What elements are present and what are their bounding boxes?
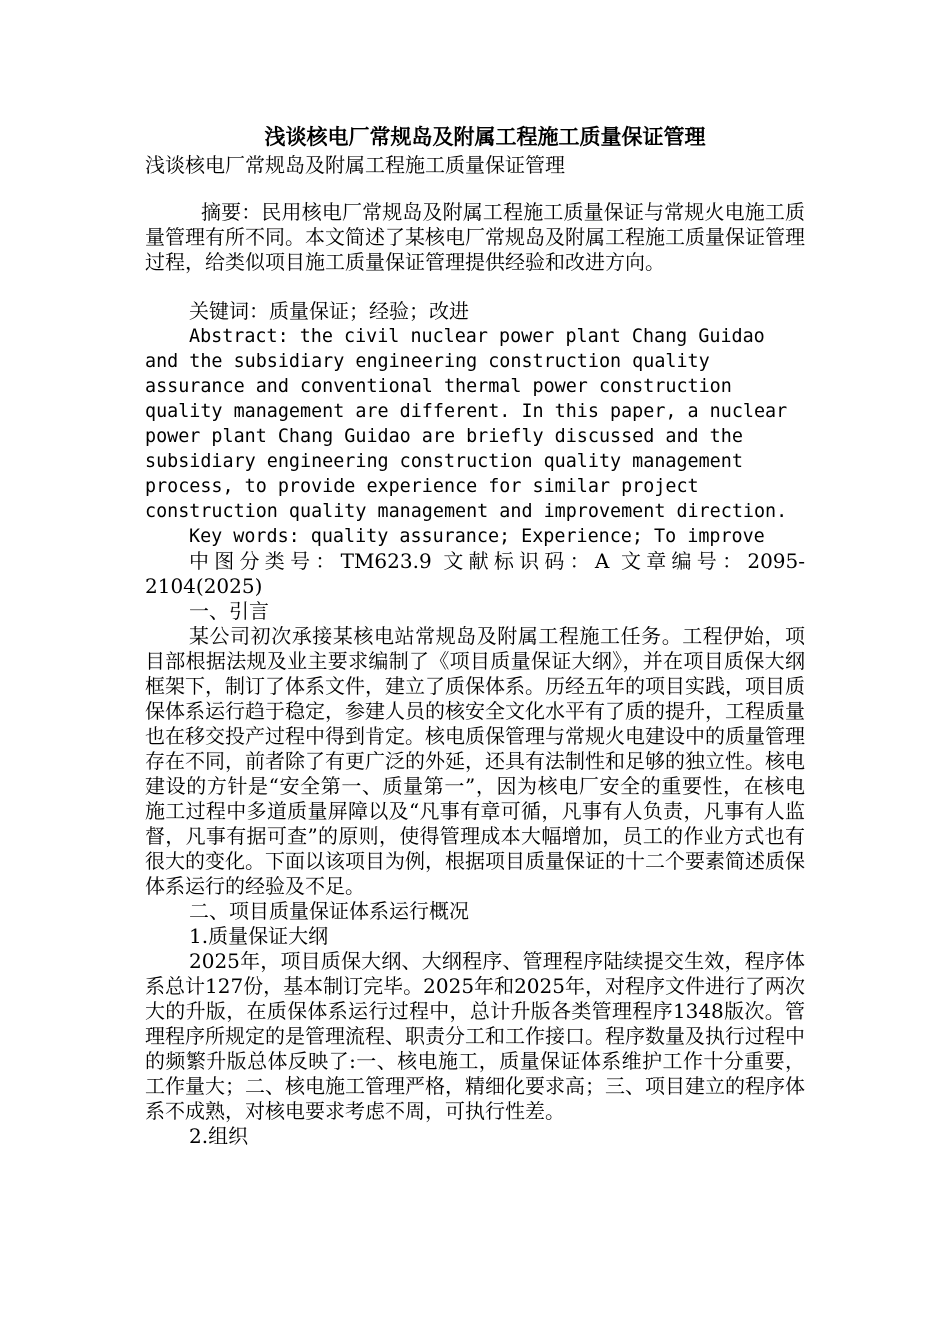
- section-1-body: 某公司初次承接某核电站常规岛及附属工程施工任务。工程伊始，项目部根据法规及业主要求编制了《项目质量保证大纲》，并在项目质保大纲框架下，制订了体系文件，建立了质保体系。历经五年的项目实践，项目质保体系运行趋于稳定，参建人员的核安全文化水平有了质的提升，工程质量也在移交投产过程中得到肯定。核电质保管理与常规火电建设中的质量管理存在不同，前者除了有更广泛的外延，还具有法制性和足够的独立性。核电建设的方针是“安全第一、质量第一”，因为核电厂安全的重要性，在核电施工过程中多道质量屏障以及“凡事有章可循，凡事有人负责，凡事有人监督，凡事有据可查”的原则，使得管理成本大幅增加，员工的作业方式也有很大的变化。下面以该项目为例，根据项目质量保证的十二个要素简述质保体系运行的经验及不足。: [145, 624, 805, 898]
- document-page: [145, 122, 805, 1149]
- abstract-en: Abstract: the civil nuclear power plant Chang Guidao and the subsidiary engineering construction quality assurance and conventional thermal power construction quality management are different. In this paper, a nuclear power plant Chang Guidao are briefly discussed and the subsidiary engineering construction quality management process, to provide experience for similar project construction quality management and improvement direction.: [145, 326, 788, 522]
- keywords-en: Key words: quality assurance; Experience; To improve: [189, 526, 765, 547]
- abstract-cn: 摘要：民用核电厂常规岛及附属工程施工质量保证与常规火电施工质量管理有所不同。本文简述了某核电厂常规岛及附属工程施工质量保证管理过程，给类似项目施工质量保证管理提供经验和改进方向。: [145, 200, 805, 274]
- section-1-heading: 一、引言: [189, 599, 269, 623]
- document-subtitle: 浅谈核电厂常规岛及附属工程施工质量保证管理: [145, 153, 565, 177]
- section-2-2-heading: 2.组织: [189, 1124, 249, 1148]
- keywords-cn: 关键词：质量保证；经验；改进: [189, 299, 469, 323]
- section-2-1-body: 2025年，项目质保大纲、大纲程序、管理程序陆续提交生效，程序体系总计127份，基本制订完毕。2025年和2025年，对程序文件进行了两次大的升版，在质保体系运行过程中，总计升版各类管理程序1348版次。管理程序所规定的是管理流程、职责分工和工作接口。程序数量及执行过程中的频繁升版总体反映了:一、核电施工，质量保证体系维护工作十分重要，工作量大；二、核电施工管理严格，精细化要求高；三、项目建立的程序体系不成熟，对核电要求考虑不周，可执行性差。: [145, 949, 805, 1123]
- section-2-1-heading: 1.质量保证大纲: [189, 924, 329, 948]
- document-title: 浅谈核电厂常规岛及附属工程施工质量保证管理: [264, 124, 706, 149]
- classification-line: 中图分类号：TM623.9 文献标识码：A 文章编号：2095-2104(2025): [145, 549, 805, 598]
- section-2-heading: 二、项目质量保证体系运行概况: [189, 899, 469, 923]
